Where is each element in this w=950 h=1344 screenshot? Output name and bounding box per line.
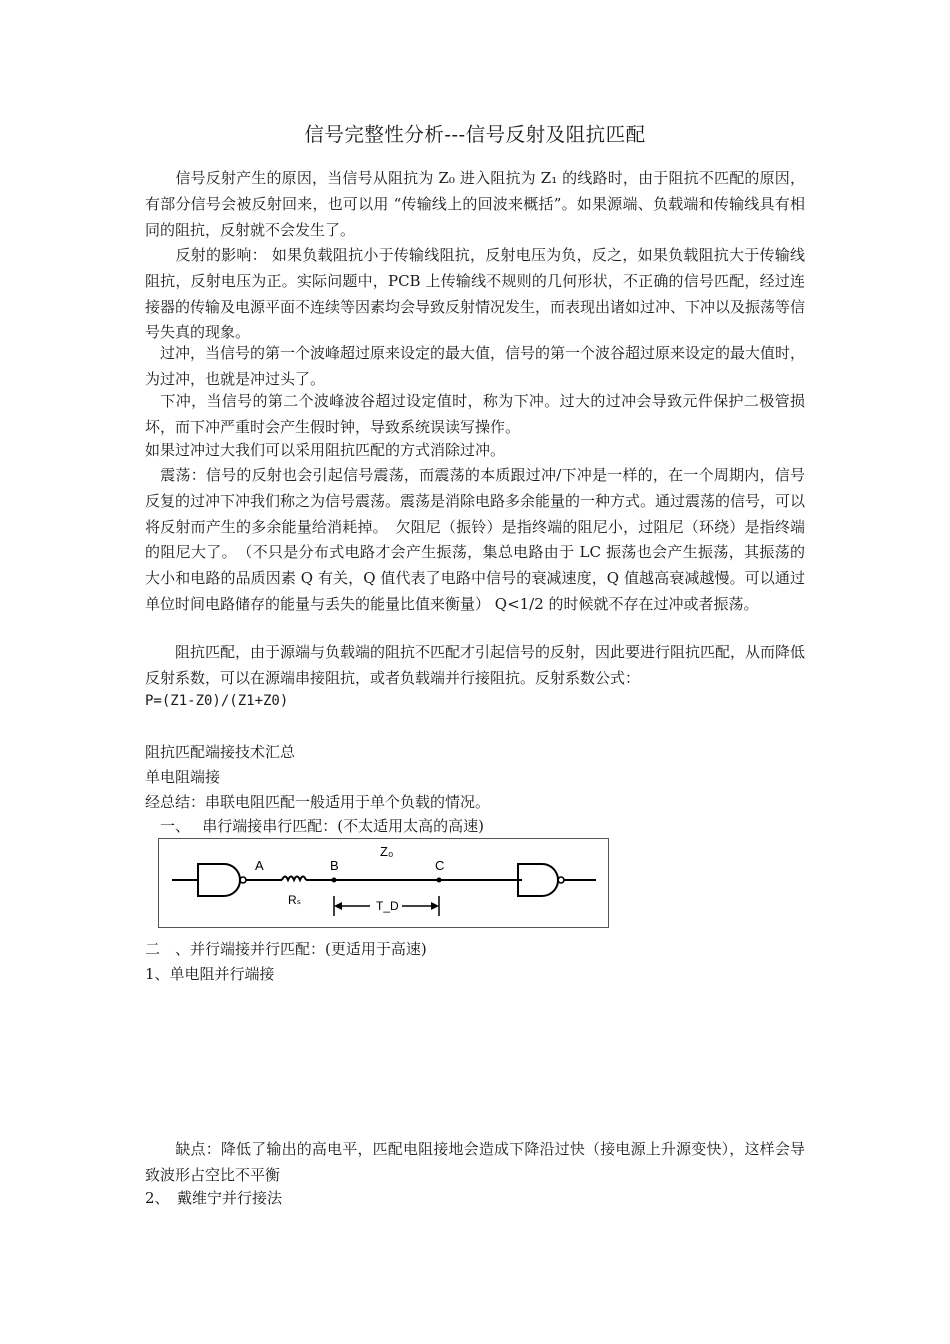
paragraph-undershoot: 下冲，当信号的第二个波峰波谷超过设定值时，称为下冲。过大的过冲会导致元件保护二极管损坏，而下冲严重时会产生假时钟，导致系统误读写操作。	[145, 392, 805, 436]
paragraph-ringing: 震荡：信号的反射也会引起信号震荡，而震荡的本质跟过冲/下冲是一样的，在一个周期内，信号反复的过冲下冲我们称之为信号震荡。震荡是消除电路多余能量的一种方式。通过震荡的信号，可以将反射而产生的多余能量给消耗掉。 欠阻尼（振铃）是指终端的阻尼小，过阻尼（环绕）是指终端的阻尼大了。 （不只是分布式电路才会产生振荡，集总电路由于 LC 振荡也会产生振荡，其振荡的大小和电路的品质因素 Q 有关，Q 值代表了电路中信号的衰减速度，Q 值越高衰减越慢。可以通过单位时间电路储存的能量与丢失的能量比值来衡量） Q<1/2 的时候就不存在过冲或者振荡。	[145, 466, 806, 613]
paragraph-overshoot: 过冲，当信号的第一个波峰超过原来设定的最大值，信号的第一个波谷超过原来设定的最大值时，为过冲，也就是冲过头了。	[145, 344, 806, 388]
list-item-single-resistor-parallel: 1、单电阻并行端接	[145, 965, 275, 983]
document-title: 信号完整性分析---信号反射及阻抗匹配	[304, 123, 646, 146]
paragraph-reflection-effect: 反射的影响： 如果负载阻抗小于传输线阻抗，反射电压为负，反之，如果负载阻抗大于传输线阻抗，反射电压为正。实际问题中，PCB 上传输线不规则的几何形状，不正确的信号匹配，经过连接器的传输及电源平面不连续等因素均会导致反射情况发生，而表现出诸如过冲、下冲以及振荡等信号失真的现象。	[145, 246, 806, 342]
label-z0: Z₀	[380, 844, 394, 859]
section-summary: 经总结：串联电阻匹配一般适用于单个负载的情况。	[145, 793, 491, 811]
node-c-dot	[437, 878, 442, 883]
paragraph-reflection-cause: 信号反射产生的原因，当信号从阻抗为 Z₀ 进入阻抗为 Z₁ 的线路时，由于阻抗不匹配的原因，有部分信号会被反射回来，也可以用 “传输线上的回波来概括”。如果源端、负载端和传输线具有相同的阻抗，反射就不会发生了。	[145, 169, 805, 239]
label-c: C	[435, 858, 445, 873]
nand-gate-driver	[198, 864, 240, 896]
series-termination-diagram	[158, 838, 609, 928]
td-arrow-left-head	[334, 902, 342, 910]
list-item-series-termination: 一、 串行端接串行匹配：(不太适用太高的高速)	[145, 817, 484, 835]
label-b: B	[330, 858, 339, 873]
label-td: T_D	[376, 899, 399, 913]
section-subheading: 单电阻端接	[145, 768, 221, 786]
td-arrow-right-head	[431, 902, 439, 910]
series-resistor-symbol	[282, 877, 306, 881]
nand-gate-receiver	[518, 864, 558, 896]
list-item-thevenin-parallel: 2、 戴维宁并行接法	[145, 1189, 283, 1207]
node-b-dot	[332, 878, 337, 883]
label-rs: Rₛ	[288, 893, 302, 907]
reflection-coefficient-formula: P=(Z1-Z0)/(Z1+Z0)	[145, 693, 289, 709]
section-heading: 阻抗匹配端接技术汇总	[145, 743, 296, 761]
series-termination-figure	[158, 838, 609, 928]
label-a: A	[255, 858, 264, 873]
paragraph-drawback: 缺点：降低了输出的高电平，匹配电阻接地会造成下降沿过快（接电源上升源变快），这样会导致波形占空比不平衡	[145, 1140, 805, 1184]
list-item-parallel-termination: 二 、并行端接并行匹配：(更适用于高速)	[145, 940, 427, 958]
paragraph-overshoot-fix: 如果过冲过大我们可以采用阻抗匹配的方式消除过冲。	[145, 441, 506, 459]
paragraph-impedance-matching: 阻抗匹配，由于源端与负载端的阻抗不匹配才引起信号的反射，因此要进行阻抗匹配，从而降低反射系数，可以在源端串接阻抗，或者负载端并行接阻抗。反射系数公式：	[145, 643, 806, 687]
